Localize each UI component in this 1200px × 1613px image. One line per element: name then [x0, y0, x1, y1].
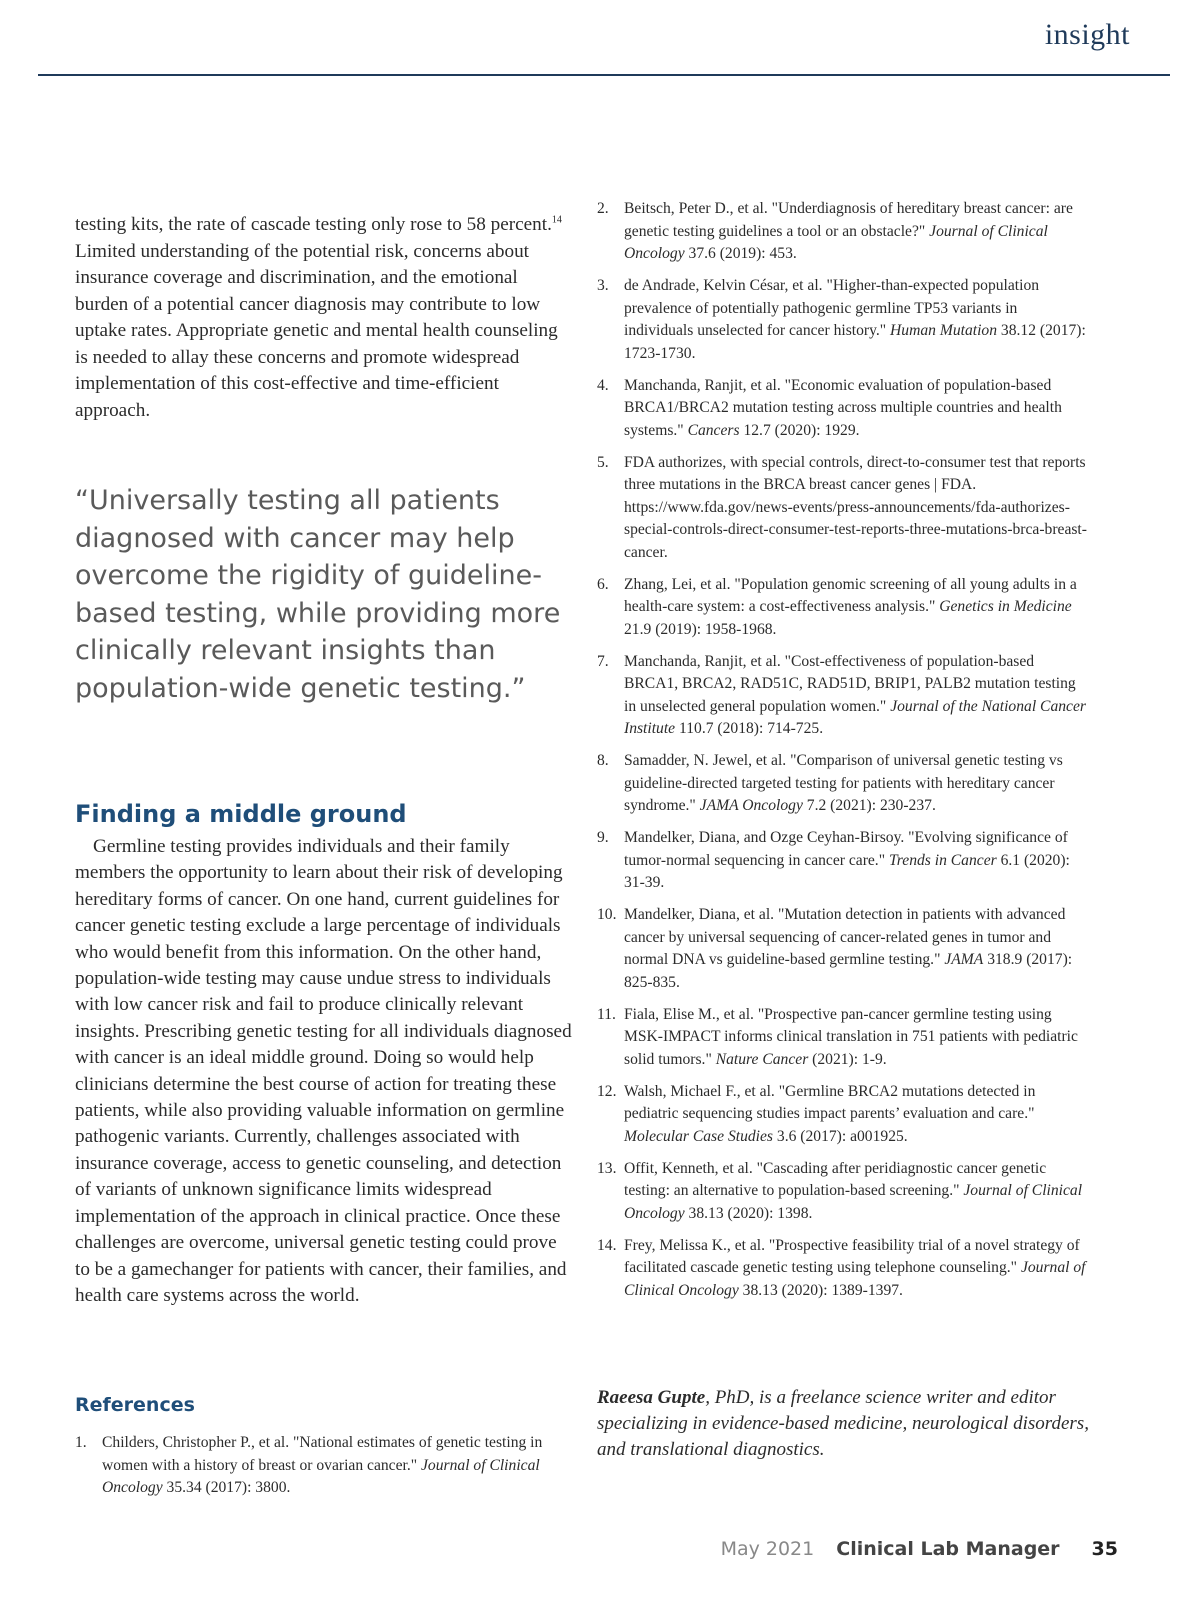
reference-number: 7. — [597, 652, 609, 670]
reference-item — [597, 1235, 1089, 1303]
reference-item — [597, 198, 1089, 266]
reference-citation: Beitsch, Peter D., et al. "Underdiagnosis of hereditary breast cancer: are genetic testing guidelines a tool or an obstacle?" — [624, 200, 1073, 240]
reference-journal: Journal of the National Cancer Institute — [624, 697, 1086, 737]
reference-citation: Offit, Kenneth, et al. "Cascading after peridiagnostic cancer genetic testing: an alternative to population-based screening." — [624, 1159, 1047, 1199]
reference-citation: Manchanda, Ranjit, et al. "Cost-effectiveness of population-based BRCA1, BRCA2, RAD51C, RAD51D, BRIP1, PALB2 mutation testing in unselected general population women." — [624, 652, 1076, 715]
reference-tail: 110.7 (2018): 714-725. — [675, 720, 824, 737]
reference-tail: 318.9 (2017): 825-835. — [624, 951, 1073, 991]
reference-text — [624, 1158, 1089, 1226]
reference-text — [624, 651, 1089, 741]
page-number: 35 — [1091, 1538, 1118, 1560]
section-body: Germline testing provides individuals and their family members the opportunity to learn about their risk of developing hereditary forms of cancer. On one hand, current guidelines for cancer genetic testing exclude a large percentage of individuals who would benefit from this information. On the other hand, population-wide testing may cause undue stress to individuals with low cancer risk and fail to produce clinically relevant insights. Prescribing genetic testing for all individuals diagnosed with cancer is an ideal middle ground. Doing so would help clinicians determine the best course of action for treating these patients, while also providing valuable information on germline pathogenic variants. Currently, challenges associated with insurance coverage, access to genetic counseling, and detection of variants of unknown significance limits widespread implementation of the approach in clinical practice. Once these challenges are overcome, universal genetic testing could prove to be a gamechanger for patients with cancer, their families, and health care systems across the world. — [75, 836, 572, 1306]
reference-text — [624, 275, 1089, 365]
footer-magazine-name: Clinical Lab Manager — [836, 1538, 1060, 1560]
reference-text — [624, 750, 1089, 818]
reference-item — [597, 750, 1089, 818]
reference-tail: 12.7 (2020): 1929. — [739, 421, 860, 439]
reference-number: 1. — [75, 1434, 87, 1451]
footnote-marker: 14 — [551, 214, 562, 226]
reference-text — [624, 827, 1089, 895]
reference-text — [624, 574, 1089, 642]
reference-number: 6. — [597, 575, 609, 593]
reference-list-left — [75, 1432, 575, 1510]
reference-item — [597, 1004, 1089, 1072]
reference-journal: Genetics in Medicine — [939, 598, 1072, 615]
reference-journal: Human Mutation — [890, 322, 998, 339]
reference-tail: 21.9 (2019): 1958-1968. — [624, 620, 777, 638]
reference-journal: Molecular Case Studies — [624, 1127, 773, 1145]
reference-tail: 3.6 (2017): a001925. — [773, 1127, 908, 1145]
reference-item — [597, 1081, 1089, 1149]
reference-journal: Journal of Clinical Oncology — [624, 222, 1048, 262]
reference-text — [624, 198, 1089, 266]
reference-item — [597, 827, 1089, 895]
reference-text — [624, 452, 1089, 565]
reference-journal: Journal of Clinical Oncology — [624, 1182, 1083, 1222]
reference-item — [597, 904, 1089, 994]
reference-number: 3. — [597, 277, 609, 294]
reference-item — [597, 1158, 1089, 1226]
reference-number: 13. — [597, 1159, 617, 1177]
reference-number: 12. — [597, 1082, 617, 1100]
reference-number: 8. — [597, 752, 609, 769]
left-column — [75, 212, 575, 1496]
reference-citation: Mandelker, Diana, et al. "Mutation detection in patients with advanced cancer by universal sequencing of cancer-related genes in tumor and normal DNA vs guideline-based germline testing." — [624, 906, 1066, 968]
reference-citation: de Andrade, Kelvin César, et al. "Higher-than-expected population prevalence of potentially pathogenic germline TP53 variants in individuals unselected for cancer history." — [624, 277, 1040, 339]
header-rule — [38, 74, 1170, 76]
reference-text — [624, 1081, 1089, 1149]
reference-citation: Frey, Melissa K., et al. "Prospective feasibility trial of a novel strategy of facilitated cascade genetic testing using telephone counseling." — [624, 1236, 1080, 1276]
reference-number: 14. — [597, 1236, 617, 1254]
page-footer — [721, 1538, 1118, 1560]
reference-citation: Childers, Christopher P., et al. "National estimates of genetic testing in women with a history of breast or ovarian cancer." — [102, 1434, 543, 1474]
reference-item — [597, 452, 1089, 565]
section-heading: Finding a middle ground — [75, 800, 407, 828]
reference-number: 11. — [597, 1005, 616, 1023]
header-label: insight — [1044, 18, 1130, 51]
reference-citation: FDA authorizes, with special controls, direct-to-consumer test that reports three mutations in the BRCA breast cancer genes | FDA. https://www.fda.gov/news-events/press-announcements/fda-authorizes-special-controls-direct-consumer-test-reports-three-mutations-brca-breast-cancer. — [624, 453, 1087, 561]
reference-journal: Journal of Clinical Oncology — [624, 1259, 1086, 1299]
reference-item — [597, 574, 1089, 642]
pull-quote: “Universally testing all patients diagnosed with cancer may help overcome the rigidity of guideline-based testing, while providing more clinically relevant insights than population-wide genetic testing.” — [75, 485, 561, 704]
reference-journal: JAMA Oncology — [699, 797, 803, 814]
reference-tail: 37.6 (2019): 453. — [684, 245, 797, 262]
reference-item — [597, 651, 1089, 741]
reference-tail: 38.12 (2017): 1723-1730. — [624, 322, 1086, 362]
intro-text-start: testing kits, the rate of cascade testing only rose to 58 percent. — [75, 214, 552, 235]
references-heading: References — [75, 1394, 195, 1416]
reference-journal: Nature Cancer — [715, 1050, 809, 1068]
reference-journal: Trends in Cancer — [888, 851, 997, 869]
reference-citation: Walsh, Michael F., et al. "Germline BRCA2 mutations detected in pediatric sequencing studies impact parents’ evaluation and care." — [624, 1082, 1036, 1122]
reference-text — [624, 1004, 1089, 1072]
intro-paragraph — [75, 212, 575, 424]
reference-number: 4. — [597, 376, 609, 394]
reference-citation: Samadder, N. Jewel, et al. "Comparison of universal genetic testing vs guideline-directed targeted testing for patients with hereditary cancer syndrome." — [624, 752, 1063, 814]
right-column-references — [597, 198, 1089, 1312]
reference-number: 10. — [597, 906, 617, 923]
author-bio-text: , PhD, is a freelance science writer and editor specializing in evidence-based medicine, neurological disorders, and translational diagnostics. — [597, 1387, 1089, 1460]
reference-number: 2. — [597, 200, 609, 217]
reference-tail: 6.1 (2020): 31-39. — [624, 851, 1070, 891]
reference-journal: Cancers — [687, 421, 740, 439]
reference-citation: Zhang, Lei, et al. "Population genomic screening of all young adults in a health-care system: a cost-effectiveness analysis." — [624, 575, 1077, 615]
intro-text-end: Limited understanding of the potential risk, concerns about insurance coverage and discrimination, and the emotional burden of a potential cancer diagnosis may contribute to low uptake rates. Appropriate genetic and mental health counseling is needed to allay these concerns and promote widespread implementation of this cost-effective and time-efficient approach. — [75, 240, 558, 421]
author-name: Raeesa Gupte — [597, 1387, 706, 1408]
reference-text — [102, 1432, 575, 1500]
reference-item — [597, 275, 1089, 365]
reference-item — [75, 1432, 575, 1500]
reference-number: 9. — [597, 829, 609, 846]
reference-text — [624, 375, 1089, 443]
reference-citation: Manchanda, Ranjit, et al. "Economic evaluation of population-based BRCA1/BRCA2 mutation testing across multiple countries and health systems." — [624, 376, 1062, 439]
reference-text — [624, 1235, 1089, 1303]
reference-tail: (2021): 1-9. — [808, 1050, 887, 1068]
reference-tail: 7.2 (2021): 230-237. — [802, 797, 936, 814]
author-bio — [597, 1385, 1097, 1463]
reference-citation: Fiala, Elise M., et al. "Prospective pan-cancer germline testing using MSK-IMPACT informs clinical translation in 751 patients with pediatric solid tumors." — [624, 1005, 1078, 1068]
reference-number: 5. — [597, 453, 609, 471]
reference-journal: Journal of Clinical Oncology — [102, 1456, 540, 1496]
footer-date: May 2021 — [720, 1538, 815, 1560]
reference-tail: 35.34 (2017): 3800. — [162, 1479, 291, 1496]
reference-item — [597, 375, 1089, 443]
reference-citation: Mandelker, Diana, and Ozge Ceyhan-Birsoy. "Evolving significance of tumor-normal sequencing in cancer care." — [624, 829, 1068, 869]
reference-text — [624, 904, 1089, 994]
reference-tail: 38.13 (2020): 1389-1397. — [738, 1281, 903, 1299]
reference-journal: JAMA — [944, 951, 984, 968]
reference-tail: 38.13 (2020): 1398. — [684, 1204, 813, 1222]
